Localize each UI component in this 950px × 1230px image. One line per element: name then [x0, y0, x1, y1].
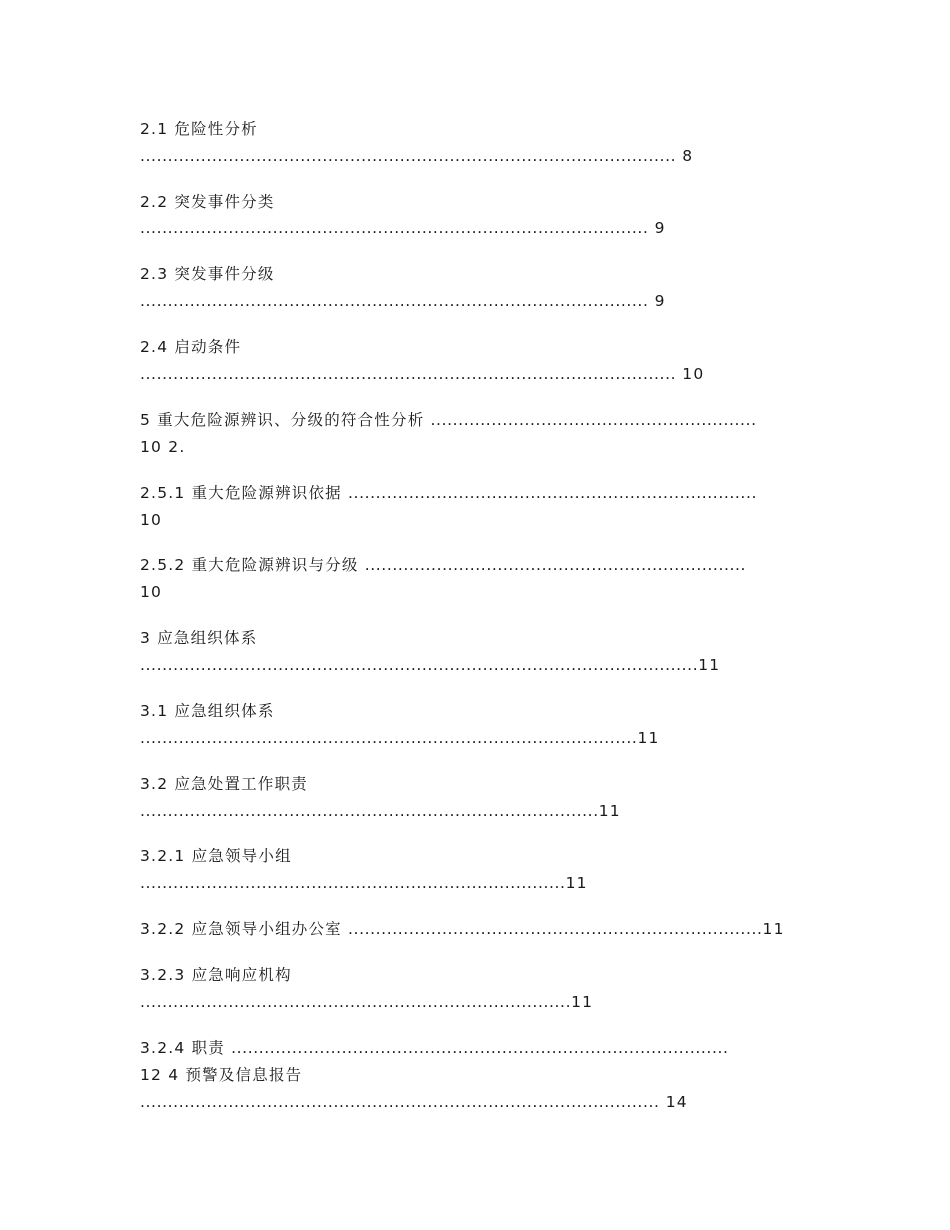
toc-entry-title: 3.2 应急处置工作职责 [140, 775, 308, 793]
toc-page-number: 10 [140, 583, 163, 601]
toc-entry-title: 3 应急组织体系 [140, 629, 258, 647]
toc-page-number: 10 [140, 438, 163, 456]
toc-entry-title: 3.2.4 职责 [140, 1039, 225, 1057]
dot-leader: .......................................................................................... [231, 1039, 729, 1057]
dot-leader: .......................................................................................... [140, 729, 638, 747]
dot-leader: .............................................................................................. [140, 1093, 660, 1111]
dot-leader: ............................................................................................ [140, 292, 649, 310]
dot-leader: .......................................................................... [348, 484, 758, 502]
toc-entry-leader-line [140, 146, 693, 166]
toc-entry-leader-line [140, 655, 720, 675]
toc-page-number: 10 [140, 511, 163, 529]
toc-page-number: 11 [565, 874, 588, 892]
dot-leader: ........................................................... [430, 411, 757, 429]
toc-entry-title-line [140, 410, 757, 430]
toc-page-number: 8 [682, 147, 694, 165]
toc-entry-leader-line [140, 728, 660, 748]
toc-entry-title-line [140, 555, 746, 575]
toc-page-number: 11 [762, 920, 785, 938]
toc-entry-title: 2.5.2 重大危险源辨识与分级 [140, 556, 359, 574]
toc-entry-title: 2.1 危险性分析 [140, 120, 258, 138]
toc-entry-title: 2.5.1 重大危险源辨识依据 [140, 484, 342, 502]
toc-entry-title: 3.2.2 应急领导小组办公室 [140, 920, 342, 938]
toc-page-number: 11 [598, 802, 621, 820]
toc-page-number: 14 [665, 1093, 688, 1111]
toc-entry-leader-line [140, 218, 666, 238]
dot-leader: ................................................................................................. [140, 147, 677, 165]
dot-leader: ............................................................................................ [140, 219, 649, 237]
toc-page-number: 10 [682, 365, 705, 383]
toc-entry-title: 3.2.1 应急领导小组 [140, 847, 292, 865]
toc-entry-title: 5 重大危险源辨识、分级的符合性分析 [140, 411, 425, 429]
toc-entry-title: 2.3 突发事件分级 [140, 265, 275, 283]
dot-leader: ........................................................................... [348, 920, 763, 938]
toc-page-number: 9 [654, 219, 666, 237]
toc-entry-title: 2.4 启动条件 [140, 338, 242, 356]
toc-entry-title-line [140, 1038, 729, 1058]
toc-page-number: 12 [140, 1066, 163, 1084]
toc-entry-title: 3.2.3 应急响应机构 [140, 966, 292, 984]
dot-leader: .............................................................................. [140, 993, 572, 1011]
toc-entry-page-line [140, 437, 185, 457]
toc-entry-leader-line [140, 291, 666, 311]
dot-leader: ..................................................................... [364, 556, 747, 574]
dot-leader: ................................................................................... [140, 802, 599, 820]
toc-entry-page-line [140, 1065, 302, 1085]
toc-entry-title: 4 预警及信息报告 [168, 1066, 303, 1084]
toc-page-number: 9 [654, 292, 666, 310]
toc-page-number: 11 [698, 656, 721, 674]
dot-leader: ..................................................................................................... [140, 656, 699, 674]
toc-entry-leader-line [140, 1092, 688, 1112]
toc-entry-leader-line [140, 873, 588, 893]
toc-entry-leader-line [140, 364, 704, 384]
toc-entry-leader-line [140, 801, 621, 821]
toc-entry-title-line [140, 483, 757, 503]
dot-leader: ............................................................................. [140, 874, 566, 892]
dot-leader: ................................................................................................. [140, 365, 677, 383]
toc-entry-leader-line [140, 992, 593, 1012]
toc-entry-title-line [140, 919, 785, 939]
toc-entry-title: 2.2 突发事件分类 [140, 193, 275, 211]
toc-entry-title: 3.1 应急组织体系 [140, 702, 275, 720]
toc-page-number: 11 [637, 729, 660, 747]
toc-page-number: 11 [571, 993, 594, 1011]
toc-entry-tail: 2. [168, 438, 186, 456]
